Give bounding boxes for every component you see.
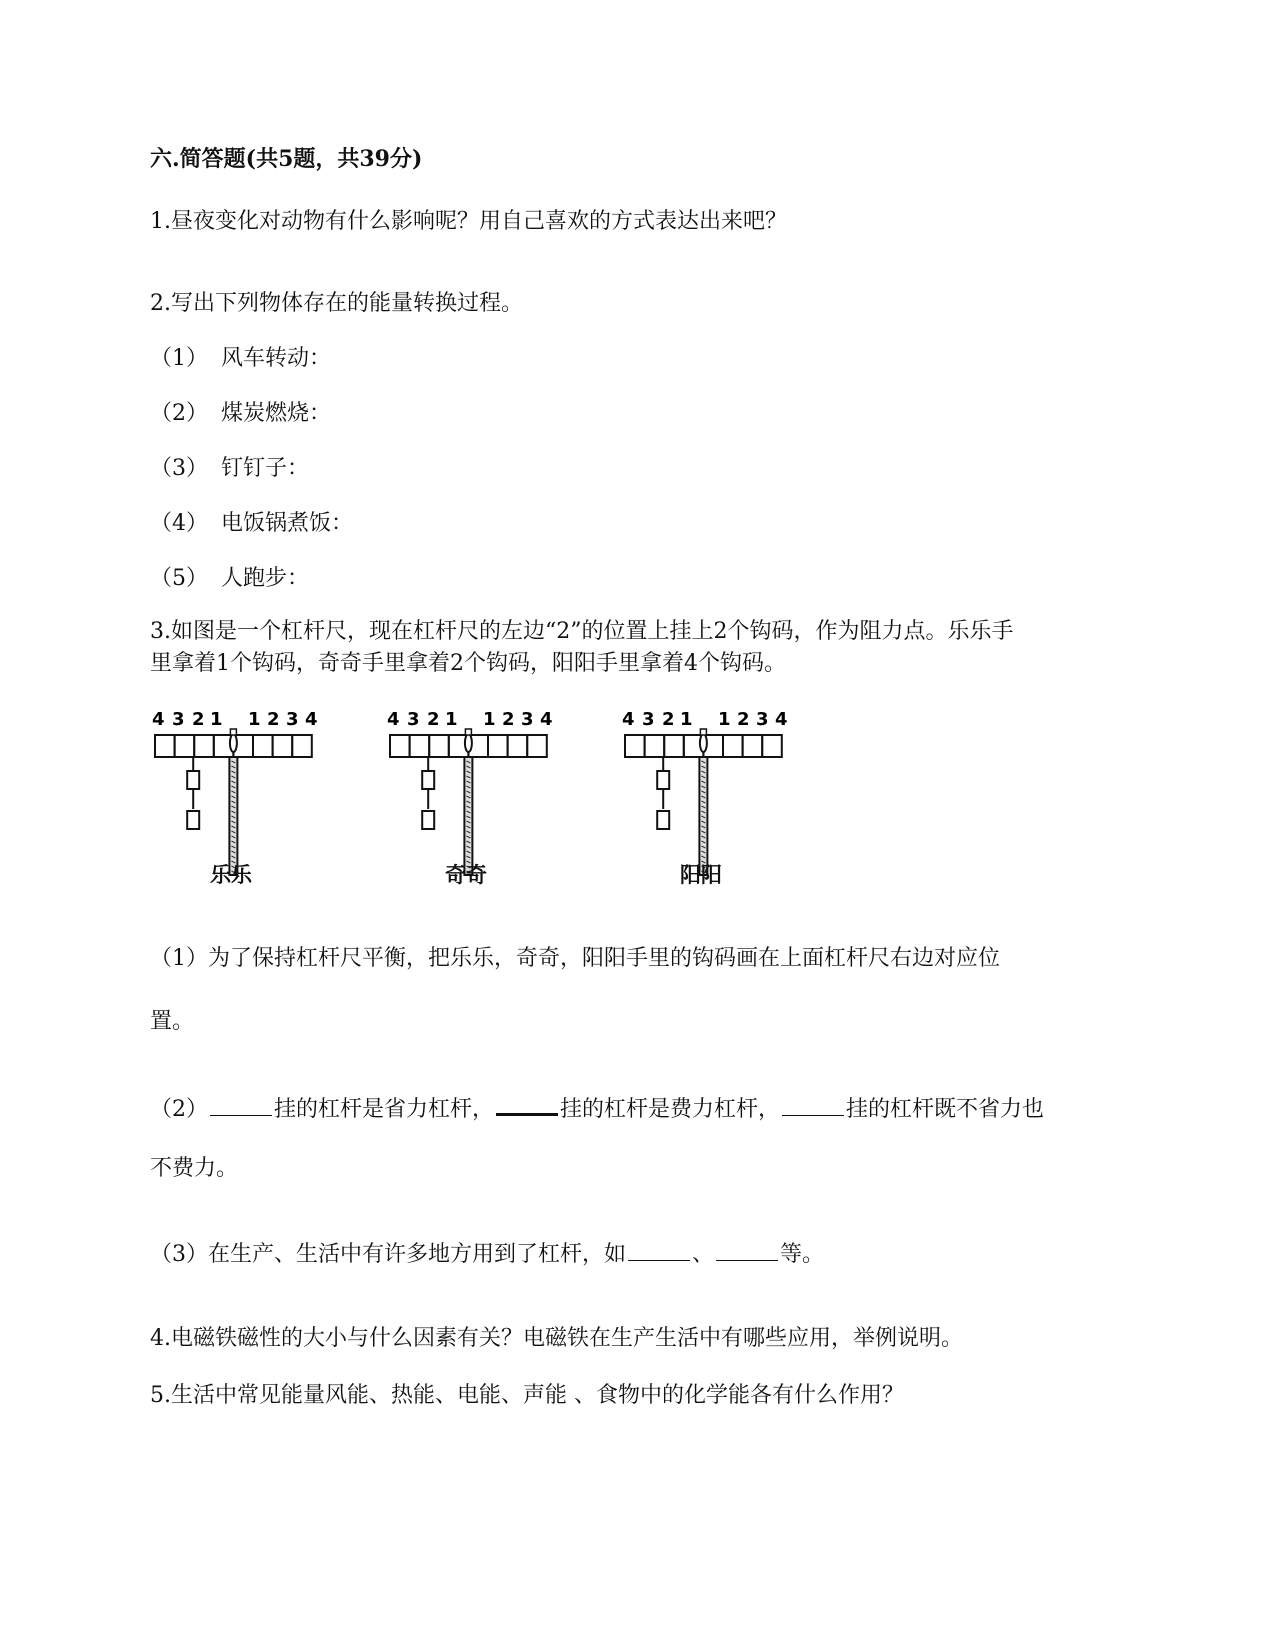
scale-label-left: 2 xyxy=(427,709,440,730)
figure-person-name: 乐乐 xyxy=(210,863,252,887)
hook-weight xyxy=(422,771,434,789)
scale-label-left: 3 xyxy=(407,709,420,730)
answer-blank-1[interactable] xyxy=(210,1095,272,1116)
lever-figure-2 xyxy=(385,711,565,911)
ruler-cell xyxy=(292,735,312,757)
ruler-cell xyxy=(410,735,430,757)
ruler-cell xyxy=(664,735,684,757)
ruler-cell xyxy=(508,735,528,757)
q2-item-number: （1） xyxy=(150,346,208,371)
scale-label-right: 1 xyxy=(483,709,496,730)
hook-weight xyxy=(657,811,669,829)
ruler-cell xyxy=(527,735,547,757)
ruler-cell xyxy=(194,735,214,757)
answer-blank-2[interactable] xyxy=(496,1093,558,1116)
scale-label-left: 4 xyxy=(152,709,165,730)
q2-item-5 xyxy=(150,565,309,593)
section-title: 六.简答题(共5题，共39分) xyxy=(150,146,423,172)
scale-label-right: 4 xyxy=(305,709,318,730)
q3-sub2-line-1 xyxy=(150,1093,1044,1124)
q3-sub3-separator: 、 xyxy=(692,1242,715,1267)
q2-item-label: 人跑步： xyxy=(221,566,310,591)
pivot-pin xyxy=(465,734,472,752)
scale-label-right: 1 xyxy=(248,709,261,730)
answer-blank-5[interactable] xyxy=(716,1240,778,1261)
q2-item-4 xyxy=(150,510,353,538)
ruler-cell xyxy=(723,735,743,757)
pivot-cap xyxy=(465,729,471,735)
scale-label-left: 3 xyxy=(172,709,185,730)
ruler-cell xyxy=(645,735,665,757)
question-1: 1.昼夜变化对动物有什么影响呢？用自己喜欢的方式表达出来吧？ xyxy=(150,209,787,234)
scale-label-right: 3 xyxy=(521,709,534,730)
scale-label-left: 2 xyxy=(192,709,205,730)
scale-label-left: 1 xyxy=(210,709,223,730)
scale-label-left: 2 xyxy=(662,709,675,730)
hook-weight xyxy=(187,771,199,789)
q2-item-label: 电饭锅煮饭： xyxy=(221,511,354,536)
q2-item-number: （3） xyxy=(150,456,208,481)
q3-sub2-text-c: 挂的杠杆既不省力也 xyxy=(846,1097,1045,1122)
ruler-cell xyxy=(175,735,195,757)
hook-weight xyxy=(187,811,199,829)
lever-figure-3 xyxy=(620,711,800,911)
ruler-cell xyxy=(273,735,293,757)
q2-item-label: 煤炭燃烧： xyxy=(221,401,332,426)
q2-item-1 xyxy=(150,345,331,373)
q2-item-label: 风车转动： xyxy=(221,346,332,371)
q3-sub2-text-a: 挂的杠杆是省力杠杆， xyxy=(274,1097,495,1122)
q2-item-number: （5） xyxy=(150,566,208,591)
question-3-line-2: 里拿着1个钩码，奇奇手里拿着2个钩码，阳阳手里拿着4个钩码。 xyxy=(150,651,786,676)
question-2: 2.写出下列物体存在的能量转换过程。 xyxy=(150,291,523,316)
q2-item-number: （4） xyxy=(150,511,208,536)
answer-blank-4[interactable] xyxy=(628,1240,690,1261)
answer-blank-3[interactable] xyxy=(782,1095,844,1116)
q3-sub1-line-2: 置。 xyxy=(150,1009,195,1034)
scale-label-right: 2 xyxy=(267,709,280,730)
q2-item-3 xyxy=(150,455,309,483)
ruler-cell xyxy=(390,735,410,757)
q2-item-number: （2） xyxy=(150,401,208,426)
scale-label-right: 2 xyxy=(737,709,750,730)
q3-sub2-line-2: 不费力。 xyxy=(150,1156,239,1181)
scale-label-left: 4 xyxy=(387,709,400,730)
figure-person-name: 阳阳 xyxy=(680,863,722,887)
pivot-cap xyxy=(700,729,706,735)
ruler-cell xyxy=(429,735,449,757)
scale-label-right: 4 xyxy=(540,709,553,730)
scale-label-left: 3 xyxy=(642,709,655,730)
scale-label-right: 3 xyxy=(756,709,769,730)
q3-sub1-line-1: （1）为了保持杠杆尺平衡，把乐乐，奇奇，阳阳手里的钩码画在上面杠杆尺右边对应位 xyxy=(150,946,1000,971)
ruler-cell xyxy=(762,735,782,757)
q3-sub3 xyxy=(150,1240,824,1269)
q3-sub3-text: （3）在生产、生活中有许多地方用到了杠杆，如 xyxy=(150,1242,626,1267)
q3-sub2-prefix: （2） xyxy=(150,1097,208,1122)
scale-label-right: 4 xyxy=(775,709,788,730)
question-4: 4.电磁铁磁性的大小与什么因素有关？电磁铁在生产生活中有哪些应用，举例说明。 xyxy=(150,1326,963,1351)
scale-label-left: 4 xyxy=(622,709,635,730)
question-5: 5.生活中常见能量风能、热能、电能、声能 、食物中的化学能各有什么作用？ xyxy=(150,1383,904,1408)
scale-label-right: 2 xyxy=(502,709,515,730)
pivot-pin xyxy=(700,734,707,752)
scale-label-right: 3 xyxy=(286,709,299,730)
lever-figure-1 xyxy=(150,711,330,911)
q3-sub2-text-b: 挂的杠杆是费力杠杆， xyxy=(560,1097,781,1122)
ruler-cell xyxy=(625,735,645,757)
scale-label-left: 1 xyxy=(445,709,458,730)
pivot-pin xyxy=(230,734,237,752)
hook-weight xyxy=(422,811,434,829)
q2-item-label: 钉钉子： xyxy=(221,456,310,481)
figure-person-name: 奇奇 xyxy=(445,863,487,887)
ruler-cell xyxy=(155,735,175,757)
hook-weight xyxy=(657,771,669,789)
q3-sub3-end: 等。 xyxy=(780,1242,825,1267)
scale-label-left: 1 xyxy=(680,709,693,730)
pivot-cap xyxy=(230,729,236,735)
ruler-cell xyxy=(488,735,508,757)
q2-item-2 xyxy=(150,400,331,428)
ruler-cell xyxy=(743,735,763,757)
question-3-line-1: 3.如图是一个杠杆尺，现在杠杆尺的左边“2”的位置上挂上2个钩码，作为阻力点。乐乐手 xyxy=(150,619,1014,644)
ruler-cell xyxy=(253,735,273,757)
scale-label-right: 1 xyxy=(718,709,731,730)
